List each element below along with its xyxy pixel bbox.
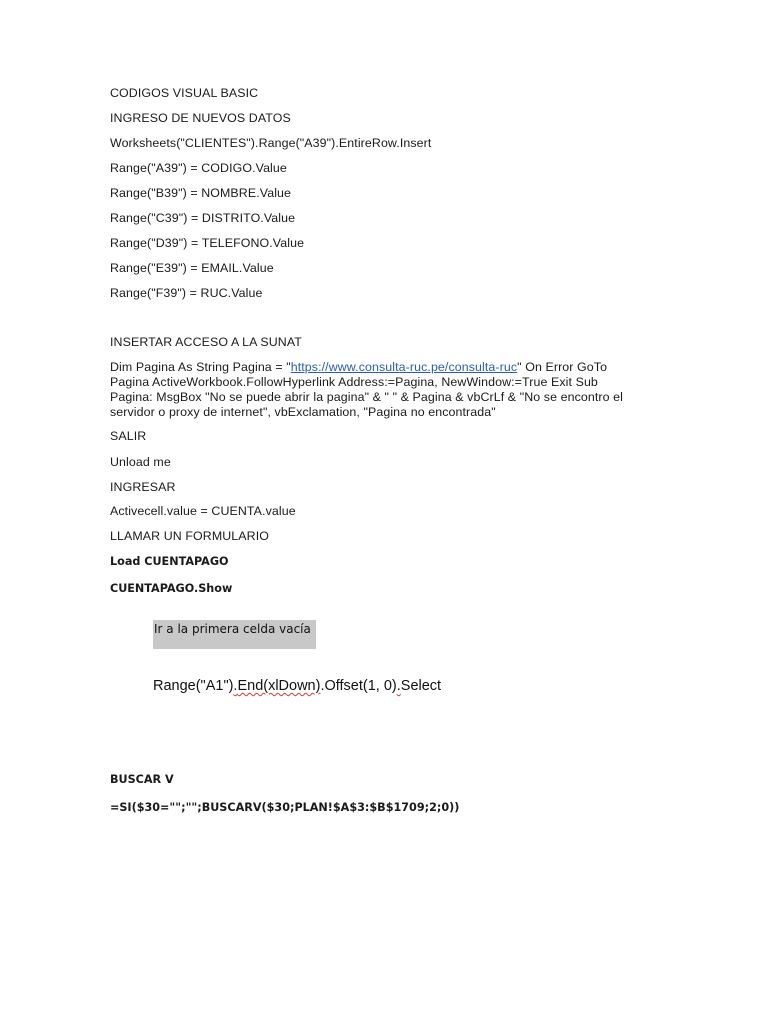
code-line-insert-row: Worksheets("CLIENTES").Range("A39").EntireRow.Insert (110, 136, 432, 150)
embedded-image-caption: Ir a la primera celda vacía (153, 620, 316, 649)
code-range-part: Range("A1") (153, 678, 234, 694)
code-line-codigo: Range("A39") = CODIGO.Value (110, 161, 287, 175)
section-llamar-heading: LLAMAR UN FORMULARIO (110, 529, 269, 543)
sunat-code-block (110, 360, 640, 420)
sunat-code-prefix: Dim Pagina As String Pagina = " (110, 360, 291, 374)
sunat-code-suffix: " On Error GoTo Pagina ActiveWorkbook.FollowHyperlink Address:=Pagina, NewWindow:=True Exit Sub Pagina: MsgBox "No se puede abrir la pagina" & " " & Pagina & vbCrLf & "No se encontro el servidor o proxy de internet", vbExclamation, "Pagina no encontrada" (110, 360, 624, 419)
ingresar-code: Activecell.value = CUENTA.value (110, 504, 296, 518)
section-buscar-heading: BUSCAR V (110, 773, 174, 786)
section-ingresar-heading: INGRESAR (110, 480, 176, 494)
buscar-formula: =SI($30="";"";BUSCARV($30;PLAN!$A$3:$B$1709;2;0)) (110, 801, 460, 814)
code-line-distrito: Range("C39") = DISTRITO.Value (110, 211, 296, 225)
section-sunat-heading: INSERTAR ACCESO A LA SUNAT (110, 335, 302, 349)
code-dot-part: . (233, 678, 238, 694)
code-dot2-part: . (396, 678, 401, 694)
document-heading: CODIGOS VISUAL BASIC (110, 86, 259, 100)
sunat-url-link[interactable]: https://www.consulta-ruc.pe/consulta-ruc (290, 360, 518, 374)
section-ingreso-heading: INGRESO DE NUEVOS DATOS (110, 111, 291, 125)
code-line-nombre: Range("B39") = NOMBRE.Value (110, 186, 292, 200)
code-line-telefono: Range("D39") = TELEFONO.Value (110, 236, 305, 250)
salir-code: Unload me (110, 455, 171, 469)
code-end-part: End(xlDown) (237, 678, 321, 694)
code-line-ruc: Range("F39") = RUC.Value (110, 286, 263, 300)
code-line-email: Range("E39") = EMAIL.Value (110, 261, 274, 275)
load-form-code: Load CUENTAPAGO (110, 555, 229, 568)
section-salir-heading: SALIR (110, 429, 147, 443)
code-select-part: Select (400, 678, 442, 694)
show-form-code: CUENTAPAGO.Show (110, 582, 233, 595)
embedded-image-code (153, 677, 441, 695)
code-offset-part: .Offset(1, 0) (320, 678, 397, 694)
